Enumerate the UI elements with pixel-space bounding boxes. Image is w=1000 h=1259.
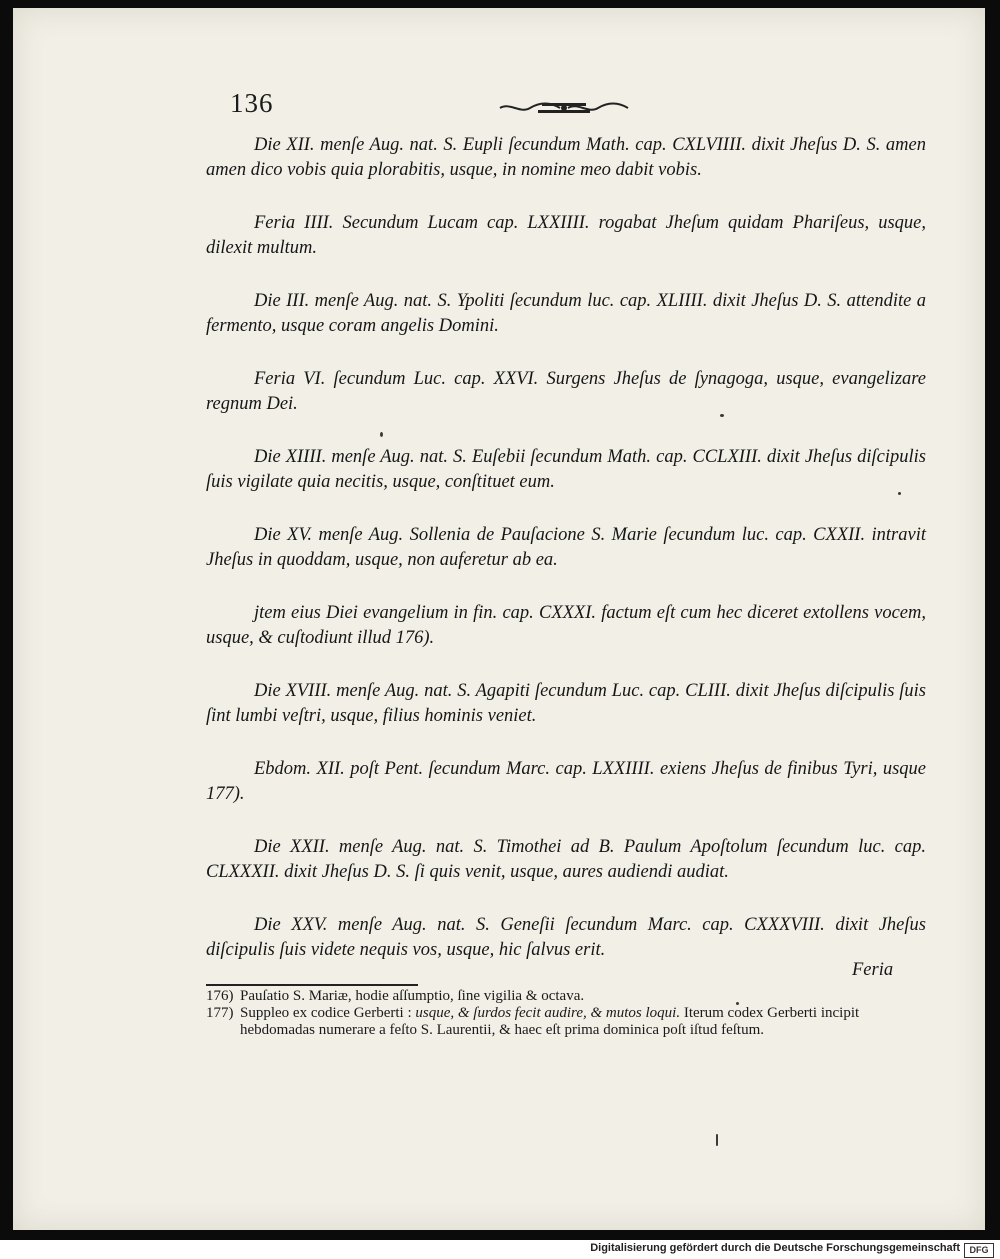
main-text [206, 133, 926, 991]
footnote-text-lead: Suppleo ex codice Gerberti : [240, 1005, 412, 1021]
funding-credit: Digitalisierung gefördert durch die Deutsche Forschungsgemeinschaft [590, 1242, 960, 1254]
page-header [230, 88, 930, 122]
entry-paragraph: Die XV. menſe Aug. Sollenia de Pauſacione S. Marie ſecundum luc. cap. CXXII. intravit Jheſus in quoddam, usque, non auferetur ab ea. [206, 525, 926, 570]
entry-paragraph: Die XXII. menſe Aug. nat. S. Timothei ad B. Paulum Apoſtolum ſecundum luc. cap. CLXXXII. dixit Jheſus D. S. ſi quis venit, usque, aures audiendi audiat. [206, 837, 926, 882]
dfg-logo-icon: DFG [964, 1243, 994, 1258]
page-number: 136 [230, 88, 274, 118]
footnote-rule [206, 984, 418, 986]
digitization-footer [0, 1240, 1000, 1259]
entry-paragraph: Feria VI. ſecundum Luc. cap. XXVI. Surgens Jheſus de ſynagoga, usque, evangelizare regnum Dei. [206, 369, 926, 414]
footnote [206, 1005, 918, 1039]
entry-paragraph: Feria IIII. Secundum Lucam cap. LXXIIII. rogabat Jheſum quidam Phariſeus, usque, dilexit multum. [206, 213, 926, 258]
entry-paragraph: Die XIIII. menſe Aug. nat. S. Euſebii ſecundum Math. cap. CCLXIII. dixit Jheſus diſcipulis ſuis vigilate quia necitis, usque, conſtituet eum. [206, 447, 926, 492]
catchword: Feria [852, 960, 894, 980]
entry-paragraph: Die XXV. menſe Aug. nat. S. Geneſii ſecundum Marc. cap. CXXXVIII. dixit Jheſus diſcipulis ſuis videte nequis vos, usque, hic ſalvus erit. [206, 915, 926, 960]
footnote-text: Pauſatio S. Mariæ, hodie aſſumptio, ſine vigilia & octava. [240, 988, 585, 1004]
footnotes [206, 988, 918, 1039]
footnote-number: 176) [206, 988, 234, 1004]
paper-speck [898, 492, 901, 495]
entry-paragraph: Ebdom. XII. poſt Pent. ſecundum Marc. cap. LXXIIII. exiens Jheſus de finibus Tyri, usque 177). [206, 759, 926, 804]
header-ornament-icon [498, 100, 630, 116]
paper-speck [720, 414, 724, 417]
paper-speck [736, 1002, 739, 1005]
footnote-number: 177) [206, 1005, 234, 1021]
footnote [206, 988, 918, 1005]
entry-paragraph: Die III. menſe Aug. nat. S. Ypoliti ſecundum luc. cap. XLIIII. dixit Jheſus D. S. attendite a fermento, usque coram angelis Domini. [206, 291, 926, 336]
paper-speck [716, 1134, 718, 1146]
paper-speck [380, 432, 383, 437]
entry-paragraph: jtem eius Diei evangelium in fin. cap. CXXXI. factum eſt cum hec diceret extollens vocem, usque, & cuſtodiunt illud 176). [206, 603, 926, 648]
footnote-text-italic: usque, & ſurdos fecit audire, & mutos loqui. [415, 1005, 681, 1021]
footnote-text-tail: Iterum codex Gerberti incipit hebdomadas numerare a feſto S. Laurentii, & haec eſt prima dominica poſt iſtud feſtum. [240, 1005, 860, 1038]
entry-paragraph: Die XVIII. menſe Aug. nat. S. Agapiti ſecundum Luc. cap. CLIII. dixit Jheſus diſcipulis ſuis ſint lumbi veſtri, usque, filius hominis veniet. [206, 681, 926, 726]
entry-paragraph: Die XII. menſe Aug. nat. S. Eupli ſecundum Math. cap. CXLVIIII. dixit Jheſus D. S. amen amen dico vobis quia plorabitis, usque, in nomine meo dabit vobis. [206, 135, 926, 180]
